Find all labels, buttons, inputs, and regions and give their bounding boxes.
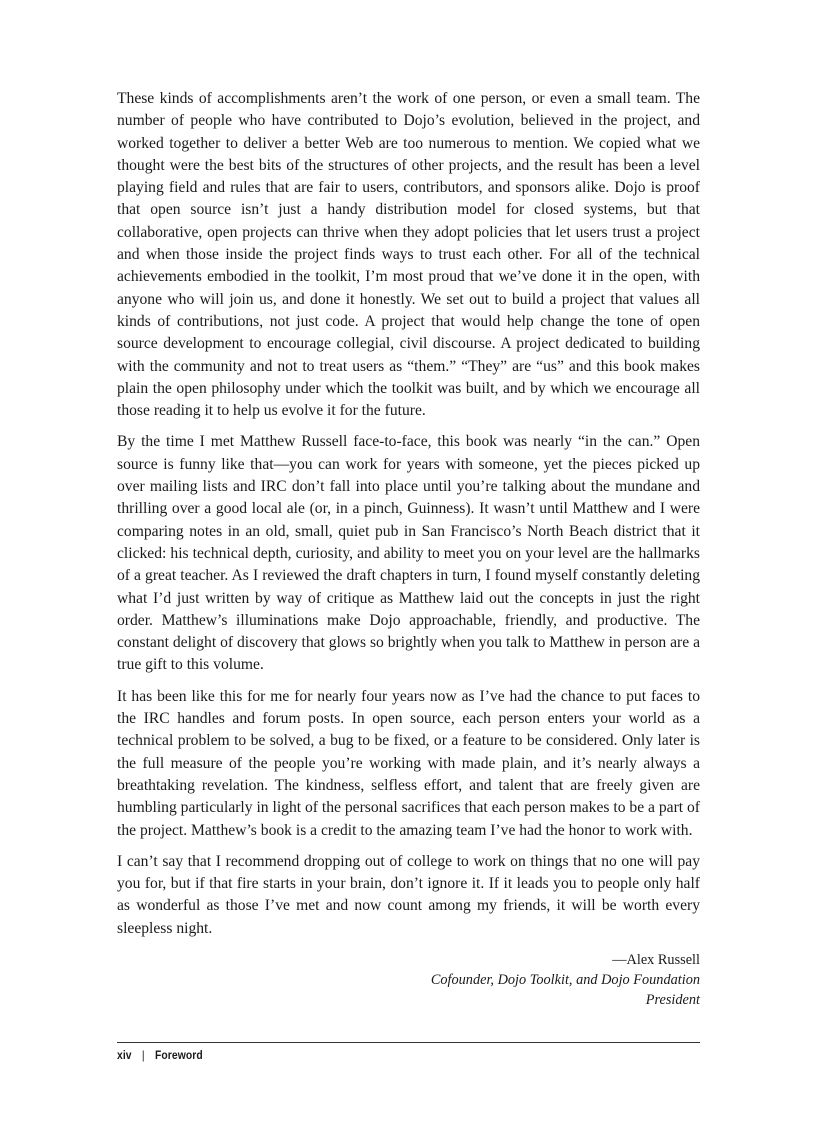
- paragraph: By the time I met Matthew Russell face-to-face, this book was nearly “in the can.” Open source is funny like that—you can work for years with someone, yet the pieces picked up over mailing lists and IRC don’t fall into place until you’re talking about the mundane and thrilling over a good local ale (or, in a pinch, Guinness). It wasn’t until Matthew and I were comparing notes in an old, small, quiet pub in San Francisco’s North Beach district that it clicked: his technical depth, curiosity, and ability to meet you on your level are the hallmarks of a great teacher. As I reviewed the draft chapters in turn, I found myself constantly deleting what I’d just written by way of critique as Matthew laid out the concepts in just the right order. Matthew’s illuminations make Dojo approachable, friendly, and productive. The constant delight of discovery that glows so brightly when you talk to Matthew in person are a true gift to this volume.: [117, 433, 700, 674]
- signature-title-line-1: Cofounder, Dojo Toolkit, and Dojo Foundation: [430, 971, 700, 988]
- signature-author: —Alex Russell: [612, 951, 700, 968]
- signature-block: [117, 950, 700, 1010]
- paragraph: I can’t say that I recommend dropping out of college to work on things that no one will pay you for, but if that fire starts in your brain, don’t ignore it. If it leads you to people only half as wonderful as those I’ve met and now count among my friends, it will be worth every sleepless night.: [117, 852, 700, 937]
- section-title: Foreword: [155, 1048, 203, 1062]
- page-number: xiv: [117, 1048, 132, 1062]
- paragraph: These kinds of accomplishments aren’t the work of one person, or even a small team. The number of people who have contributed to Dojo’s evolution, believed in the project, and worked together to deliver a better Web are too numerous to mention. We copied what we thought were the best bits of the structures of other projects, and the result has been a level playing field and rules that are fair to users, contributors, and sponsors alike. Dojo is proof that open source isn’t just a handy distribution model for closed systems, but that collaborative, open projects can thrive when they adopt policies that let users trust a project and when those inside the project finds ways to trust each other. For all of the technical achievements embodied in the toolkit, I’m most proud that we’ve done it in the open, with anyone who will join us, and done it honestly. We set out to build a project that values all kinds of contributions, not just code. A project that would help change the tone of open source development to encourage collegial, civil discourse. A project dedicated to building with the community and not to treat users as “them.” “They” are “us” and this book makes plain the open philosophy under which the toolkit was built, and by which we encourage all those reading it to help us evolve it for the future.: [117, 90, 700, 420]
- paragraph: It has been like this for me for nearly four years now as I’ve had the chance to put faces to the IRC handles and forum posts. In open source, each person enters your world as a technical problem to be solved, a bug to be fixed, or a feature to be considered. Only later is the full measure of the people you’re working with made plain, and it’s nearly always a breathtaking revelation. The kindness, selfless effort, and talent that are freely given are humbling particularly in light of the personal sacrifices that each person makes to be a part of the project. Matthew’s book is a credit to the amazing team I’ve had the honor to work with.: [117, 687, 700, 839]
- footer-divider: [117, 1042, 700, 1043]
- signature-title-line-2: President: [645, 991, 700, 1008]
- footer-separator: |: [141, 1048, 145, 1062]
- page-body: [117, 88, 700, 1010]
- page-footer: [117, 1048, 203, 1062]
